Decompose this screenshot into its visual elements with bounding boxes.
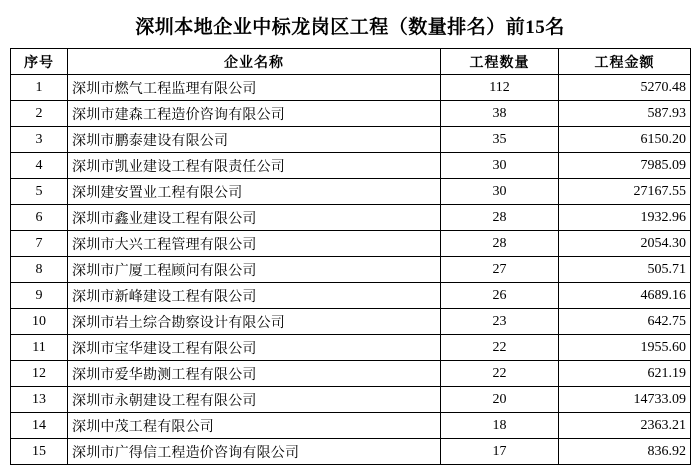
cell-amount: 587.93 [559,101,691,127]
cell-index: 1 [11,75,68,101]
cell-index: 7 [11,231,68,257]
table-row [11,153,691,179]
cell-amount: 2363.21 [559,413,691,439]
table-body [11,75,691,465]
cell-index: 15 [11,439,68,465]
cell-index: 11 [11,335,68,361]
cell-amount: 27167.55 [559,179,691,205]
cell-company: 深圳市大兴工程管理有限公司 [68,231,441,257]
cell-company: 深圳市新峰建设工程有限公司 [68,283,441,309]
cell-count: 28 [441,205,559,231]
table-row [11,205,691,231]
cell-company: 深圳市宝华建设工程有限公司 [68,335,441,361]
cell-index: 12 [11,361,68,387]
table-row [11,361,691,387]
cell-index: 10 [11,309,68,335]
cell-count: 26 [441,283,559,309]
cell-company: 深圳建安置业工程有限公司 [68,179,441,205]
cell-count: 18 [441,413,559,439]
cell-company: 深圳市永朝建设工程有限公司 [68,387,441,413]
cell-count: 20 [441,387,559,413]
table-row [11,179,691,205]
cell-company: 深圳市岩土综合勘察设计有限公司 [68,309,441,335]
cell-company: 深圳市广得信工程造价咨询有限公司 [68,439,441,465]
table-row [11,231,691,257]
cell-company: 深圳市爱华勘测工程有限公司 [68,361,441,387]
table-row [11,127,691,153]
cell-count: 27 [441,257,559,283]
cell-index: 5 [11,179,68,205]
column-header-amount: 工程金额 [559,49,691,75]
table-row [11,101,691,127]
ranking-table [10,48,691,465]
page-title: 深圳本地企业中标龙岗区工程（数量排名）前15名 [135,17,565,38]
cell-count: 17 [441,439,559,465]
table-row [11,335,691,361]
cell-index: 3 [11,127,68,153]
cell-amount: 5270.48 [559,75,691,101]
table-header-row [11,49,691,75]
cell-count: 28 [441,231,559,257]
cell-company: 深圳中茂工程有限公司 [68,413,441,439]
cell-index: 6 [11,205,68,231]
cell-amount: 1955.60 [559,335,691,361]
column-header-count: 工程数量 [441,49,559,75]
column-header-company: 企业名称 [68,49,441,75]
cell-count: 112 [441,75,559,101]
table-row [11,413,691,439]
cell-amount: 1932.96 [559,205,691,231]
cell-company: 深圳市鹏泰建设有限公司 [68,127,441,153]
cell-index: 13 [11,387,68,413]
cell-company: 深圳市鑫业建设工程有限公司 [68,205,441,231]
cell-company: 深圳市燃气工程监理有限公司 [68,75,441,101]
cell-count: 30 [441,153,559,179]
table-row [11,309,691,335]
cell-amount: 14733.09 [559,387,691,413]
cell-count: 22 [441,361,559,387]
cell-index: 9 [11,283,68,309]
cell-amount: 7985.09 [559,153,691,179]
cell-amount: 642.75 [559,309,691,335]
cell-index: 14 [11,413,68,439]
cell-count: 23 [441,309,559,335]
table-row [11,283,691,309]
cell-amount: 621.19 [559,361,691,387]
cell-amount: 6150.20 [559,127,691,153]
cell-index: 2 [11,101,68,127]
cell-amount: 4689.16 [559,283,691,309]
table-row [11,257,691,283]
cell-amount: 836.92 [559,439,691,465]
cell-amount: 2054.30 [559,231,691,257]
table-row [11,387,691,413]
table-row [11,75,691,101]
cell-count: 35 [441,127,559,153]
table-header [11,49,691,75]
cell-count: 30 [441,179,559,205]
cell-company: 深圳市建森工程造价咨询有限公司 [68,101,441,127]
cell-index: 4 [11,153,68,179]
cell-index: 8 [11,257,68,283]
cell-company: 深圳市凯业建设工程有限责任公司 [68,153,441,179]
cell-count: 38 [441,101,559,127]
cell-count: 22 [441,335,559,361]
cell-amount: 505.71 [559,257,691,283]
cell-company: 深圳市广厦工程顾问有限公司 [68,257,441,283]
column-header-index: 序号 [11,49,68,75]
